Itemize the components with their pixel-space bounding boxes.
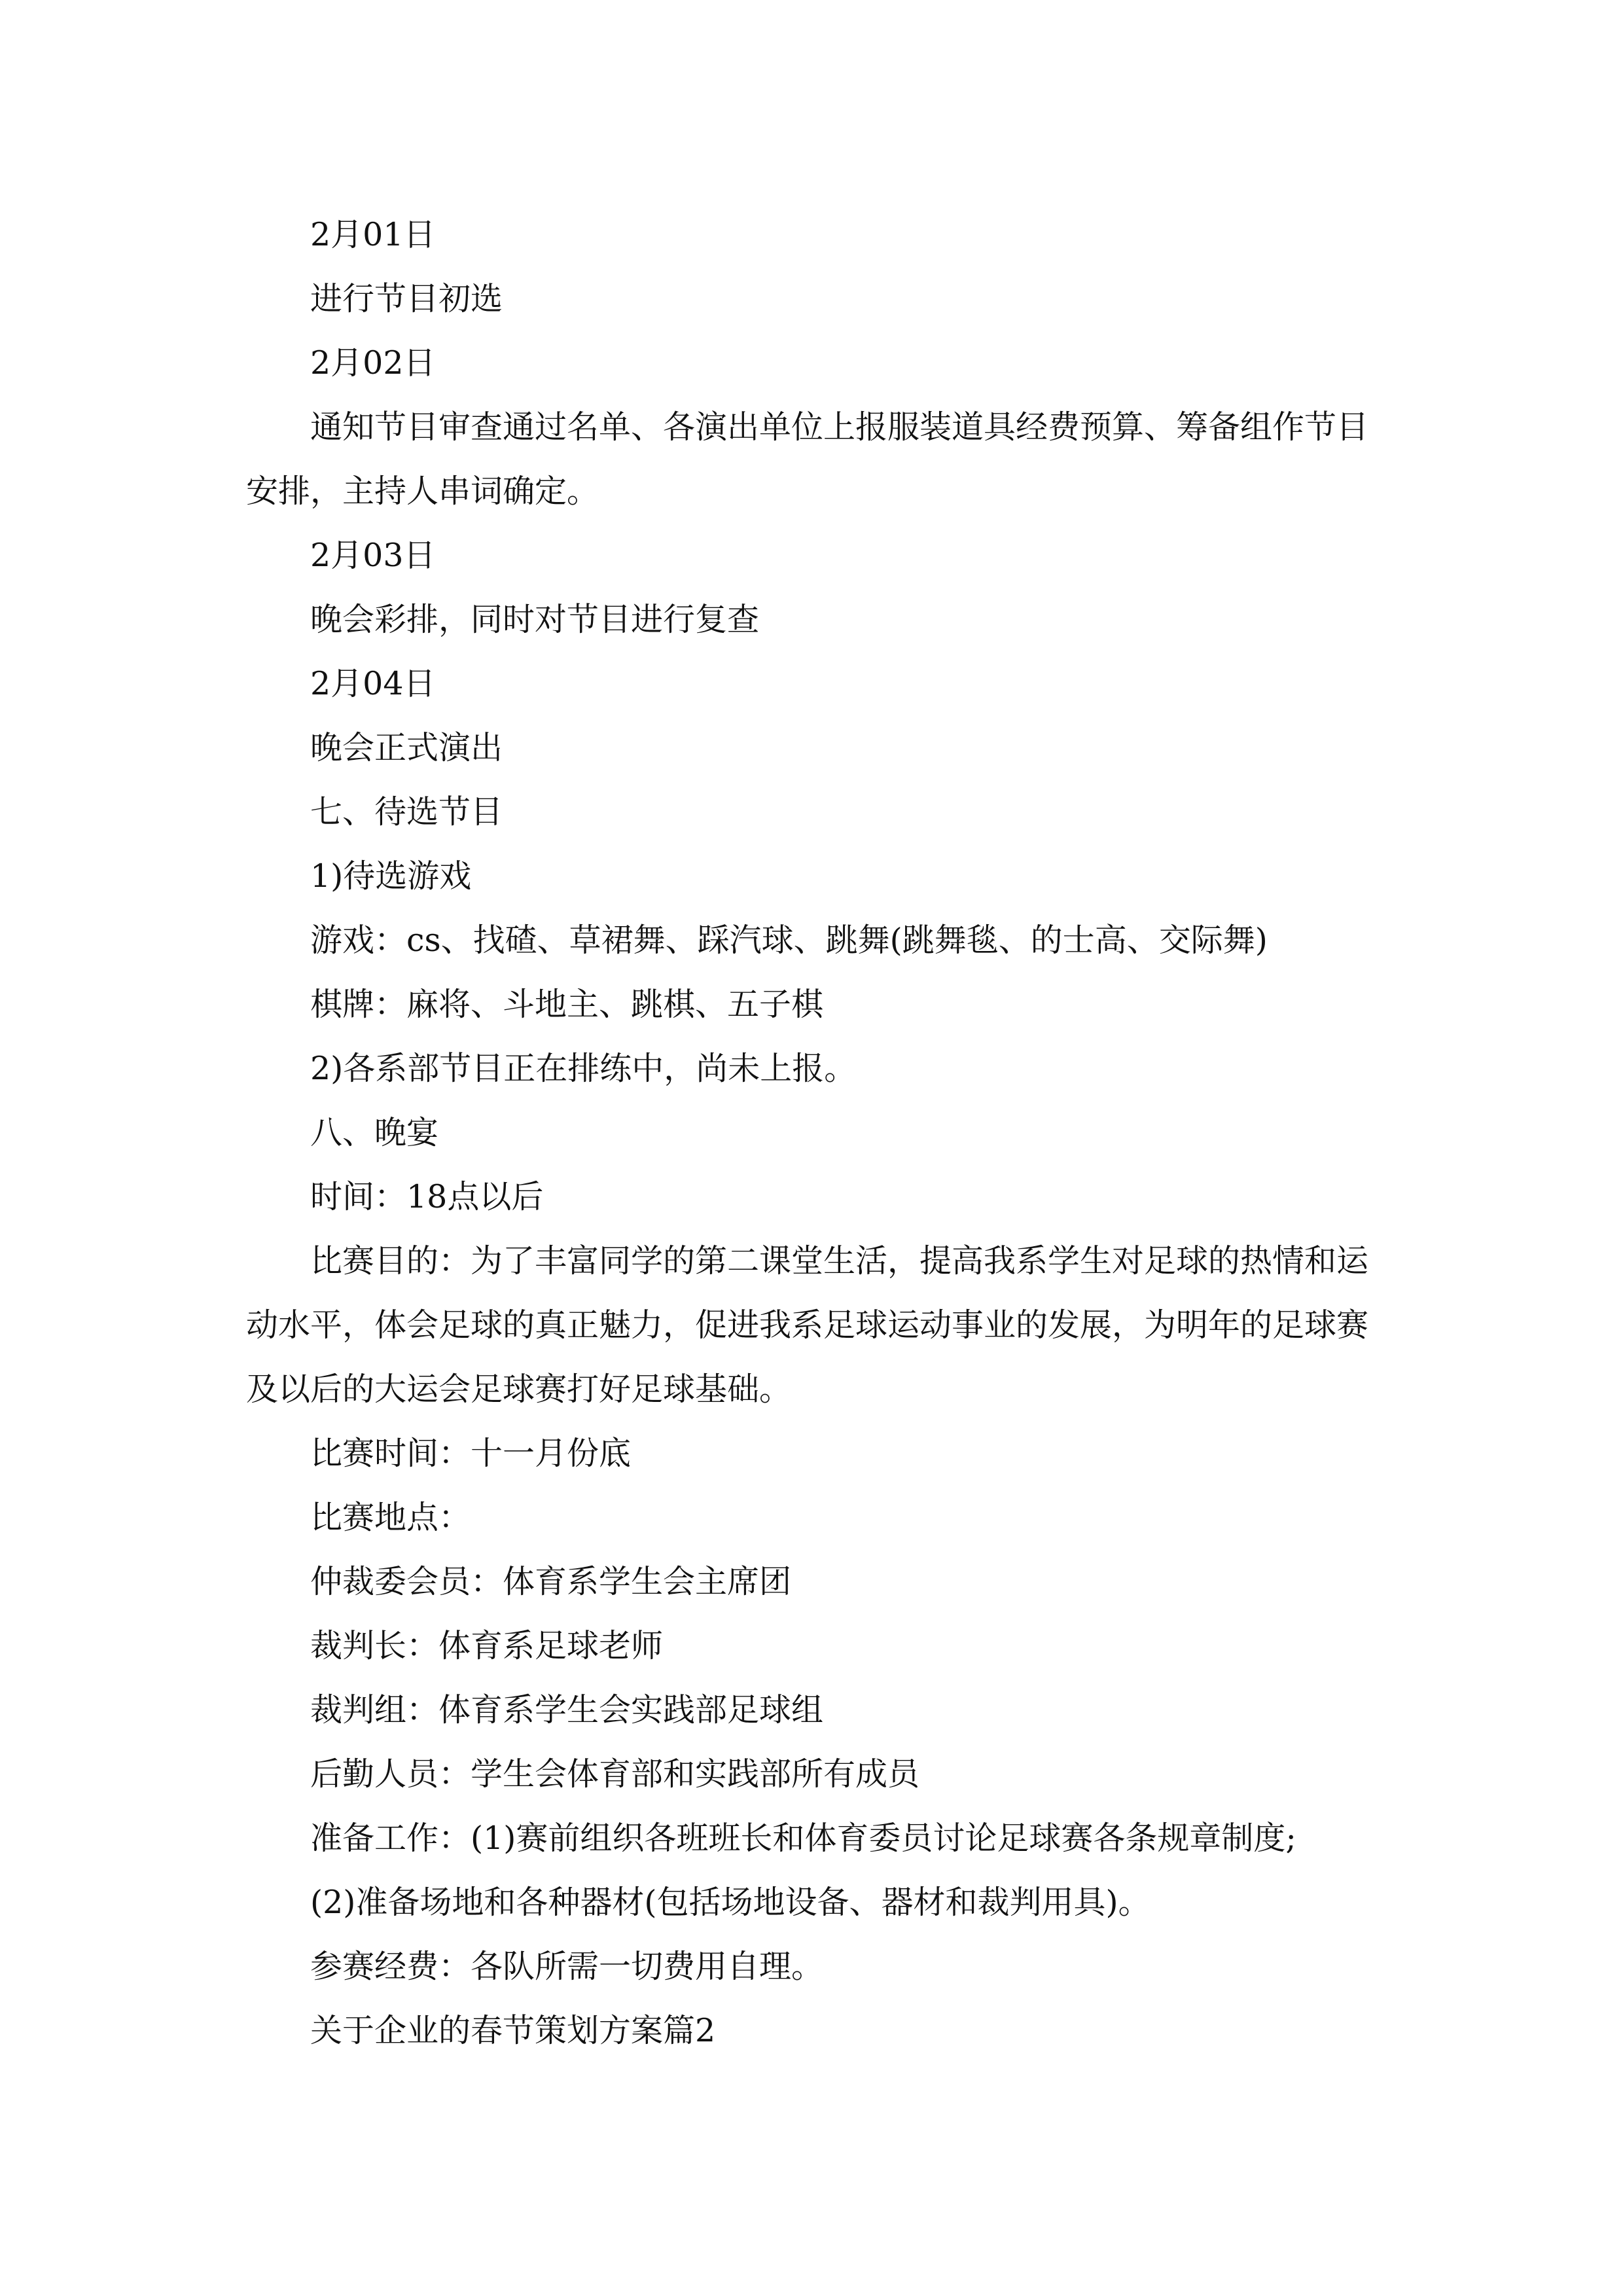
paragraph-initial-selection: 进行节目初选 [310,280,503,317]
paragraph-expenses: 参赛经费：各队所需一切费用自理。 [310,1948,824,1985]
paragraph-referee-group: 裁判组：体育系学生会实践部足球组 [310,1691,824,1729]
paragraph-board-games: 棋牌：麻将、斗地主、跳棋、五子棋 [310,986,824,1023]
paragraph-match-purpose: 比赛目的：为了丰富同学的第二课堂生活，提高我系学生对足球的热情和运动水平，体会足球的真正魅力，促进我系足球运动事业的发展，为明年的足球赛及以后的大运会足球赛打好足球基础。 [246,1242,1369,1408]
paragraph-performance: 晚会正式演出 [310,729,503,766]
paragraph-games-heading: 1)待选游戏 [310,857,472,895]
paragraph-logistics: 后勤人员：学生会体育部和实践部所有成员 [310,1755,920,1793]
paragraph-notice: 通知节目审查通过名单、各演出单位上报服装道具经费预算、筹备组作节目安排，主持人串词确定。 [246,408,1369,510]
paragraph-date-0204: 2月04日 [310,665,436,702]
paragraph-match-time: 比赛时间：十一月份底 [310,1435,632,1472]
heading-section-eight: 八、晚宴 [310,1114,439,1151]
paragraph-date-0202: 2月02日 [310,344,436,382]
paragraph-preparation-2: (2)准备场地和各种器材(包括场地设备、器材和裁判用具)。 [310,1884,1150,1921]
heading-plan-part-2: 关于企业的春节策划方案篇2 [310,2012,716,2049]
paragraph-date-0203: 2月03日 [310,537,436,574]
paragraph-rehearsal: 晚会彩排，同时对节目进行复查 [310,601,760,638]
paragraph-date-0201: 2月01日 [310,216,436,253]
paragraph-preparation-1: 准备工作：(1)赛前组织各班班长和体育委员讨论足球赛各条规章制度; [310,1820,1296,1857]
heading-section-seven: 七、待选节目 [310,793,503,831]
paragraph-arbitration: 仲裁委会员：体育系学生会主席团 [310,1563,792,1600]
paragraph-chief-referee: 裁判长：体育系足球老师 [310,1627,664,1664]
paragraph-department-programs: 2)各系部节目正在排练中，尚未上报。 [310,1050,857,1087]
paragraph-match-venue: 比赛地点： [310,1499,471,1536]
paragraph-banquet-time: 时间：18点以后 [310,1178,544,1215]
document-body [246,203,1385,2063]
paragraph-games-list: 游戏：cs、找碴、草裙舞、踩汽球、跳舞(跳舞毯、的士高、交际舞) [310,922,1268,959]
